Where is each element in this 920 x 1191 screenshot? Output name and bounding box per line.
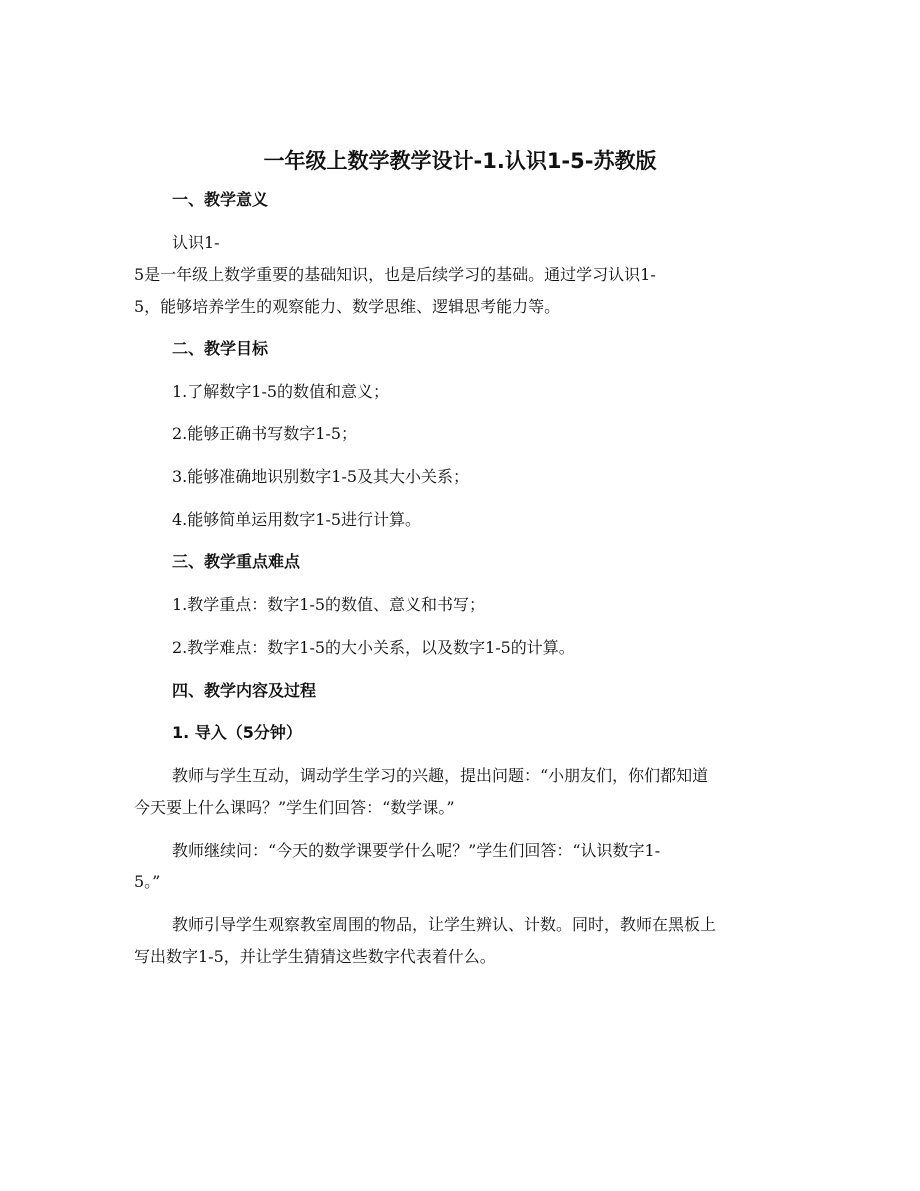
document-title: 一年级上数学教学设计-1.认识1-5-苏教版 <box>263 149 657 173</box>
paragraph-line: 认识1- <box>172 233 220 252</box>
list-item: 2.能够正确书写数字1-5； <box>172 424 358 443</box>
section-heading-significance: 一、教学意义 <box>172 190 269 209</box>
list-item: 3.能够准确地识别数字1-5及其大小关系； <box>172 467 470 486</box>
list-item: 2.教学难点：数字1-5的大小关系，以及数字1-5的计算。 <box>172 638 575 657</box>
paragraph-line: 5。” <box>134 872 161 891</box>
paragraph-line: 5，能够培养学生的观察能力、数学思维、逻辑思考能力等。 <box>134 297 561 316</box>
paragraph-line: 教师引导学生观察教室周围的物品，让学生辨认、计数。同时，教师在黑板上 <box>172 915 717 934</box>
section-heading-content: 四、教学内容及过程 <box>172 681 317 700</box>
list-item: 1.了解数字1-5的数值和意义； <box>172 382 390 401</box>
paragraph-line: 今天要上什么课吗？”学生们回答：“数学课。” <box>134 798 455 817</box>
list-item: 1.教学重点：数字1-5的数值、意义和书写； <box>172 595 486 614</box>
section-heading-objectives: 二、教学目标 <box>172 339 269 358</box>
section-heading-key-points: 三、教学重点难点 <box>172 552 301 571</box>
paragraph-line: 教师继续问：“今天的数学课要学什么呢？”学生们回答：“认识数字1- <box>172 841 661 860</box>
list-item: 4.能够简单运用数字1-5进行计算。 <box>172 510 422 529</box>
paragraph-line: 5是一年级上数学重要的基础知识，也是后续学习的基础。通过学习认识1- <box>134 265 656 284</box>
paragraph-line: 写出数字1-5，并让学生猜猜这些数字代表着什么。 <box>134 947 496 966</box>
subheading-introduction: 1. 导入（5分钟） <box>172 723 302 742</box>
paragraph-line: 教师与学生互动，调动学生学习的兴趣，提出问题：“小朋友们，你们都知道 <box>172 766 709 785</box>
